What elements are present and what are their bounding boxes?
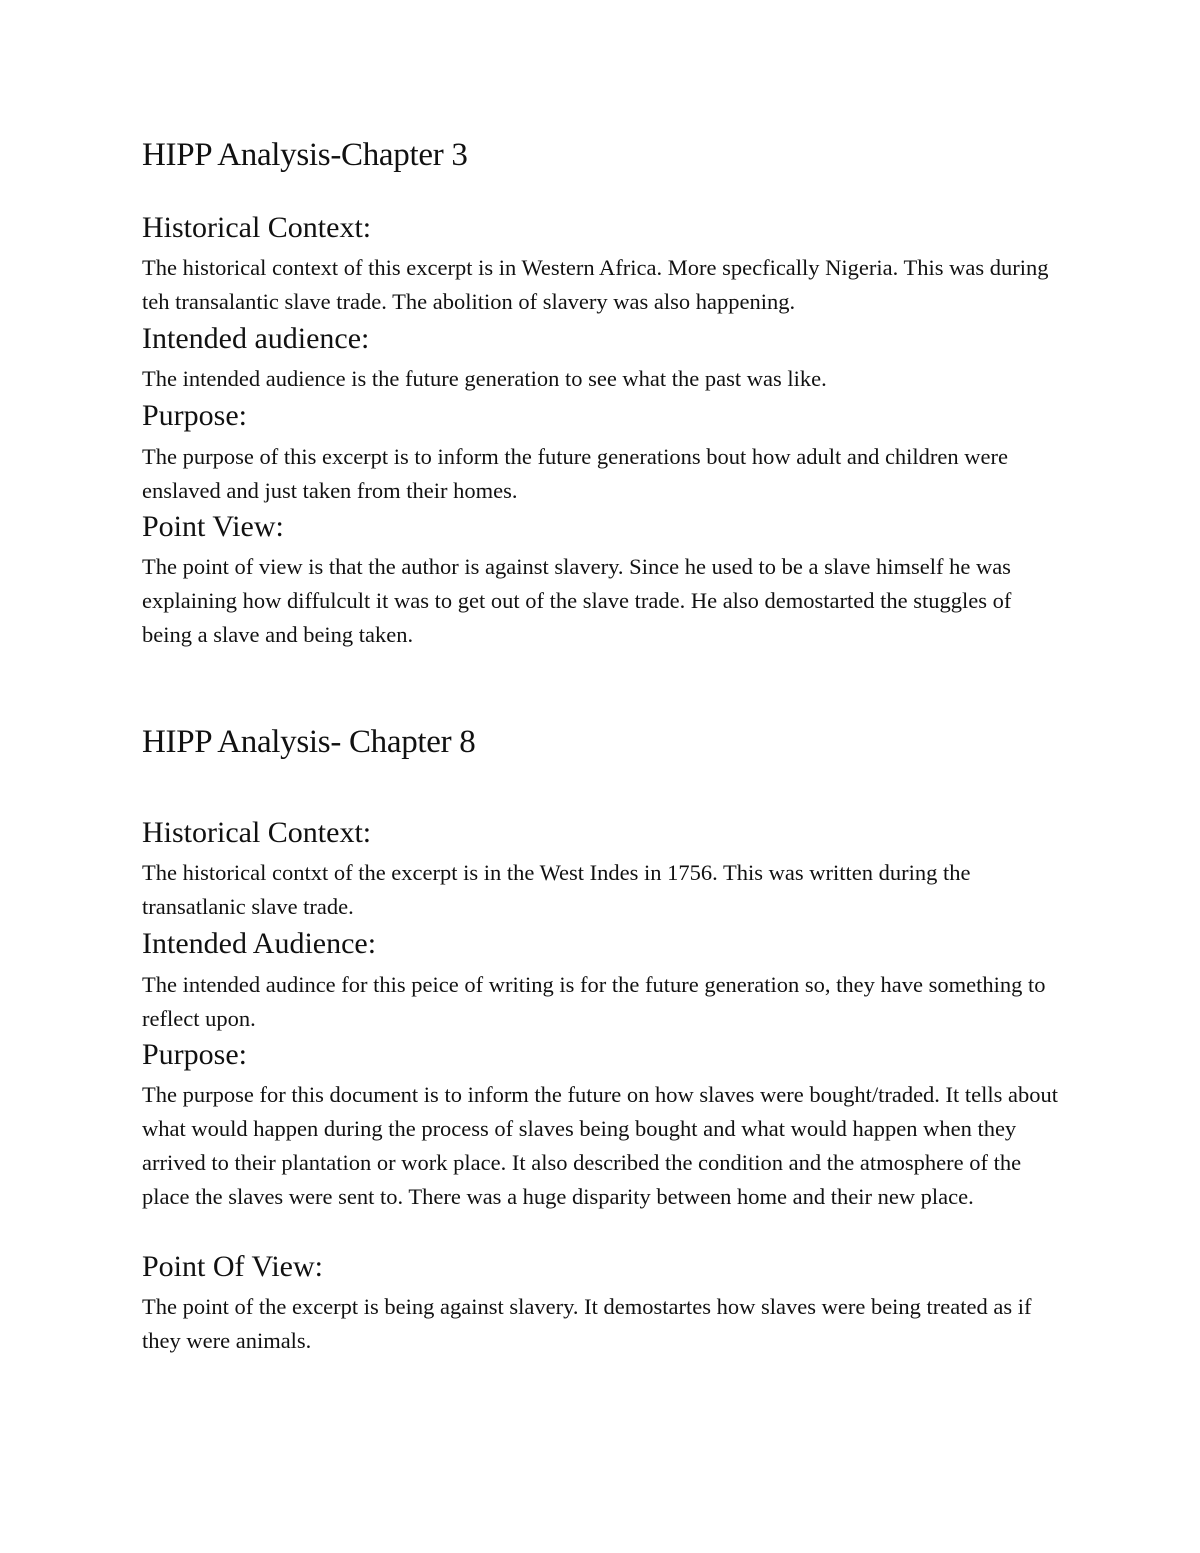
chapter3-title: HIPP Analysis-Chapter 3 <box>142 137 468 173</box>
chapter8-purpose-heading: Purpose: <box>142 1038 247 1071</box>
chapter8-purpose-text: The purpose for this document is to inform the future on how slaves were bought/traded. It tells about what would happen during the process of slaves being bought and what would happen when they arrived to their plantation or work place. It also described the condition and the atmosphere of the place the slaves were sent to. There was a huge disparity between home and their new place. <box>142 1082 1059 1209</box>
chapter3-intended-audience-text: The intended audience is the future generation to see what the past was like. <box>142 366 827 391</box>
chapter8-intended-audience-heading: Intended Audience: <box>142 927 377 960</box>
chapter3-purpose-heading: Purpose: <box>142 399 247 432</box>
chapter8-historical-context-text: The historical contxt of the excerpt is in the West Indes in 1756. This was written during the transatlanic slave trade. <box>142 860 971 919</box>
chapter8-title: HIPP Analysis- Chapter 8 <box>142 724 476 760</box>
chapter3-historical-context-heading: Historical Context: <box>142 211 372 244</box>
chapter3-point-of-view-text: The point of view is that the author is against slavery. Since he used to be a slave himself he was explaining how diffulcult it was to get out of the slave trade. He also demostarted the stuggles of being a slave and being taken. <box>142 554 1012 647</box>
chapter3-intended-audience-heading: Intended audience: <box>142 322 370 355</box>
chapter3-historical-context-text: The historical context of this excerpt is in Western Africa. More specfically Nigeria. This was during teh transalantic slave trade. The abolition of slavery was also happening. <box>142 255 1049 314</box>
chapter8-intended-audience-text: The intended audince for this peice of writing is for the future generation so, they have something to reflect upon. <box>142 972 1046 1031</box>
chapter3-purpose-text: The purpose of this excerpt is to inform the future generations bout how adult and children were enslaved and just taken from their homes. <box>142 444 1008 503</box>
chapter3-point-of-view-heading: Point View: <box>142 510 284 543</box>
chapter8-point-of-view-text: The point of the excerpt is being against slavery. It demostartes how slaves were being treated as if they were animals. <box>142 1294 1032 1353</box>
chapter8-historical-context-heading: Historical Context: <box>142 816 372 849</box>
chapter8-point-of-view-heading: Point Of View: <box>142 1250 323 1283</box>
